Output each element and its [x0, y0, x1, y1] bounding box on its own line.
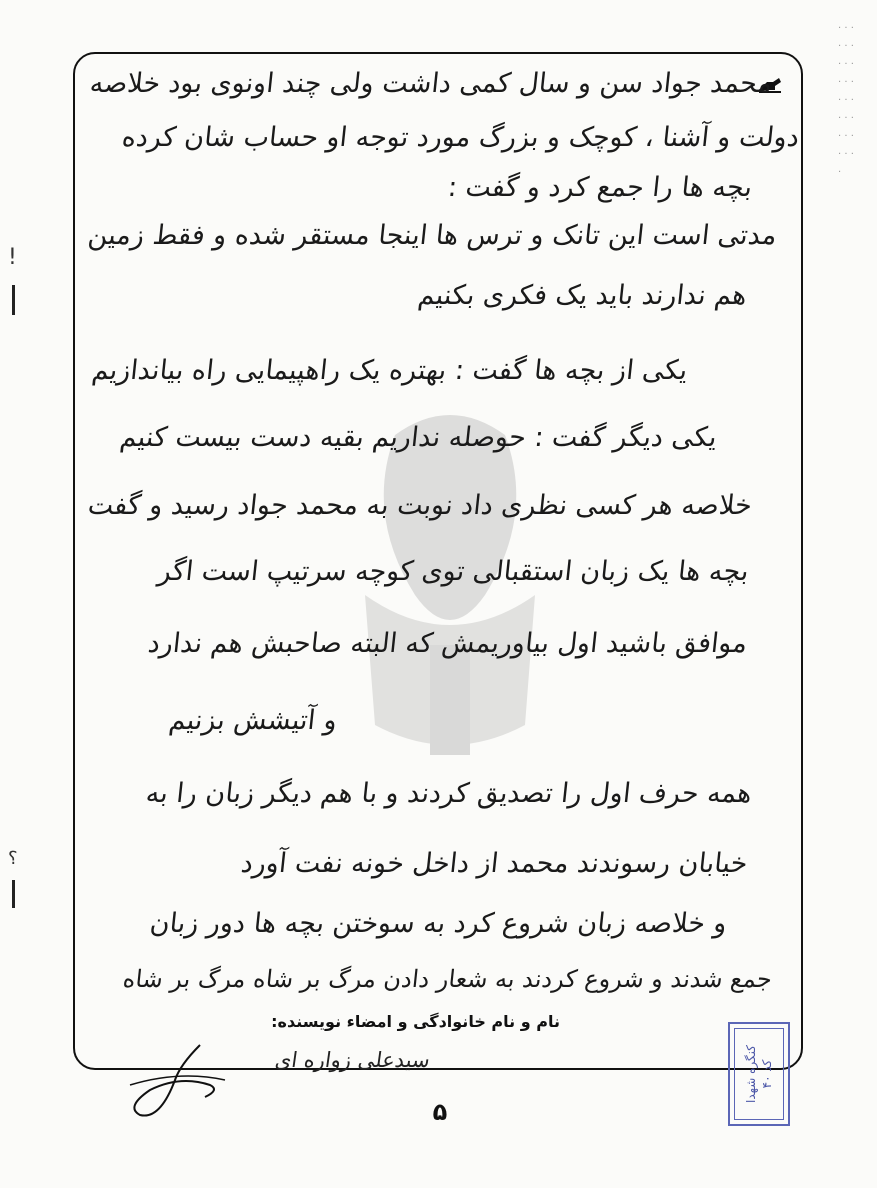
handwritten-line-15: جمع شدند و شروع کردند به شعار دادن مرگ بر شاه مرگ بر شاه — [121, 965, 774, 993]
handwritten-line-14: و خلاصه زبان شروع کرد به سوختن بچه ها دور زبان — [148, 908, 729, 939]
signature-label: نام و نام خانوادگی و امضاء نویسنده: — [271, 1012, 560, 1031]
handwritten-line-3: بچه ها را جمع کرد و گفت : — [446, 172, 754, 203]
handwritten-line-8: خلاصه هر کسی نظری داد نوبت به محمد جواد رسید و گفت — [86, 490, 754, 521]
archive-stamp — [728, 1022, 790, 1126]
handwritten-line-2: دولت و آشنا ، کوچک و بزرگ مورد توجه او حساب شان کرده — [120, 122, 801, 153]
handwritten-line-11: و آتیشش بزنیم — [167, 705, 339, 736]
handwritten-line-9: بچه ها یک زبان استقبالی توی کوچه سرتیپ است اگر — [156, 556, 751, 587]
margin-mark-1: ! — [8, 245, 17, 270]
margin-mark-2: ؟ — [8, 848, 18, 869]
handwritten-line-10: موافق باشید اول بیاوریمش که البته صاحبش هم ندارد — [146, 628, 749, 659]
margin-bar-2 — [12, 880, 15, 908]
handwritten-line-13: خیابان رسوندند محمد از داخل خونه نفت آورد — [238, 848, 749, 879]
stamp-line-2: کد ۴۰ — [760, 1059, 774, 1089]
handwritten-line-6: یکی از بچه ها گفت : بهتره یک راهپیمایی راه بیاندازیم — [90, 355, 689, 386]
margin-bar-1 — [12, 285, 15, 315]
stamp-line-1: کنگره شهدا — [744, 1045, 758, 1103]
handwritten-line-7: یکی دیگر گفت : حوصله نداریم بقیه دست بیست کنیم — [118, 422, 719, 453]
handwritten-line-4: مدتی است این تانک و ترس ها اینجا مستقر شده و فقط زمین — [86, 220, 779, 251]
signature-scribble-icon — [120, 1035, 230, 1125]
handwritten-line-5: هم ندارند باید یک فکری بکنیم — [416, 280, 749, 311]
signature-name: سیدعلی زواره ای — [273, 1048, 432, 1072]
scan-noise: · · · · · · · · · · · · · · · · · · · · · · · · · — [838, 23, 854, 178]
page-number: ۵ — [432, 1098, 448, 1126]
handwritten-line-12: همه حرف اول را تصدیق کردند و با هم دیگر زبان را به — [144, 778, 754, 809]
handwritten-line-1: محمد جواد سن و سال کمی داشت ولی چند اونوی بود خلاصه — [88, 68, 774, 99]
